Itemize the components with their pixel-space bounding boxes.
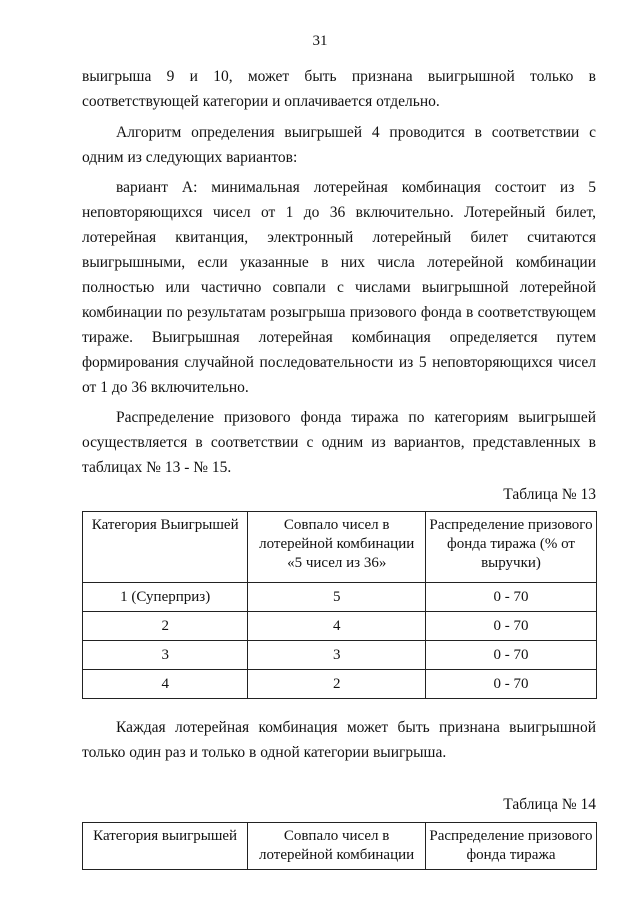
paragraph-single-win: Каждая лотерейная комбинация может быть признана выигрышной только один раз и только в одной категории выигрыша. — [82, 719, 596, 761]
table14-header-row — [83, 823, 597, 870]
table14-header-distribution: Распределение призового фонда тиража — [425, 823, 596, 870]
table13-cell-matched: 2 — [248, 670, 426, 699]
table13-cell-distribution: 0 - 70 — [426, 641, 597, 670]
table14-header-category: Категория выигрышей — [83, 823, 248, 870]
table13-cell-matched: 4 — [248, 612, 426, 641]
table-row — [83, 641, 597, 670]
table13-cell-category: 4 — [83, 670, 248, 699]
table13-cell-category: 2 — [83, 612, 248, 641]
paragraph-variant-a: вариант А: минимальная лотерейная комбинация состоит из 5 неповторяющихся чисел от 1 до 36 включительно. Лотерейный билет, лотерейная квитанция, электронный лотерейный билет считаются выигрышными, если указанные в них числа лотерейной комбинации полностью или частично совпали с числами выигрышной лотерейной комбинации по результатам розыгрыша призового фонда в соответствующем тираже. Выигрышная лотерейная комбинация определяется путем формирования случайной последовательности из 5 неповторяющихся чисел от 1 до 36 включительно. — [82, 179, 596, 396]
table13-cell-distribution: 0 - 70 — [426, 612, 597, 641]
table13-header-distribution: Распределение призового фонда тиража (% от выручки) — [426, 512, 597, 583]
table13-cell-category: 1 (Суперприз) — [83, 583, 248, 612]
table13-header-row — [83, 512, 597, 583]
page-number: 31 — [312, 33, 328, 49]
paragraph-continuation: выигрыша 9 и 10, может быть признана выигрышной только в соответствующей категории и оплачивается отдельно. — [82, 68, 596, 110]
table14-header-matched: Совпало чисел в лотерейной комбинации — [248, 823, 426, 870]
paragraph-distribution: Распределение призового фонда тиража по категориям выигрышей осуществляется в соответствии с одним из вариантов, представленных в таблицах № 13 - № 15. — [82, 409, 596, 476]
table-row — [83, 612, 597, 641]
table13-cell-matched: 5 — [248, 583, 426, 612]
table14-caption: Таблица № 14 — [503, 796, 596, 813]
table-13 — [82, 511, 597, 699]
table13-caption: Таблица № 13 — [503, 486, 596, 503]
table13-header-matched: Совпало чисел в лотерейной комбинации «5 чисел из 36» — [248, 512, 426, 583]
table13-cell-distribution: 0 - 70 — [426, 583, 597, 612]
table13-cell-matched: 3 — [248, 641, 426, 670]
table-14 — [82, 822, 597, 870]
table13-cell-distribution: 0 - 70 — [426, 670, 597, 699]
table-row — [83, 670, 597, 699]
paragraph-algorithm: Алгоритм определения выигрышей 4 проводится в соответствии с одним из следующих вариантов: — [82, 124, 596, 166]
table-row — [83, 583, 597, 612]
table13-cell-category: 3 — [83, 641, 248, 670]
table13-header-category: Категория Выигрышей — [83, 512, 248, 583]
